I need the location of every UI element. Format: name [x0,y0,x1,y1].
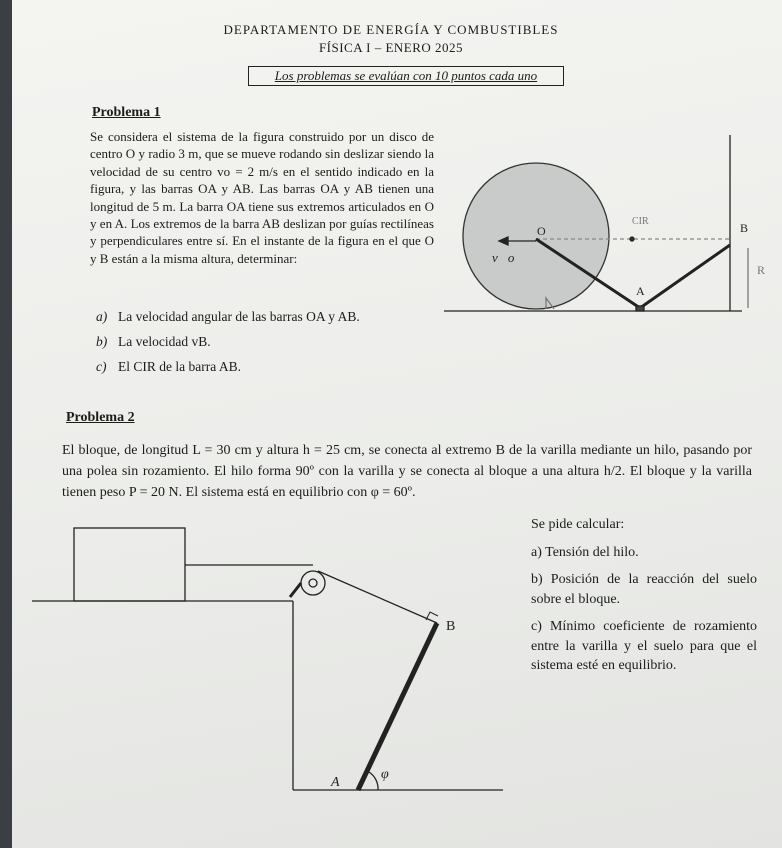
problem2-ask: Se pide calcular: [531,517,625,532]
pulley-support [290,583,301,597]
figure-problem2 [32,528,503,790]
label-A1: A [636,284,645,298]
item-text: La velocidad vB. [118,334,211,349]
pulley [301,571,325,595]
item-label: a) [96,309,108,324]
problem2-statement: El bloque, de longitud L = 30 cm y altura h = 25 cm, se conecta al extremo B de la varilla mediante un hilo, pasando por una polea sin rozamiento. El hilo forma 90º con la varilla y se conecta al bloque a una altura h/2. El bloque y la varilla tienen peso P = 20 N. El sistema está en equilibrio con φ = 60º. [62,443,752,500]
disc [463,163,609,309]
figure-problem1 [444,135,748,311]
label-B2: B [446,619,456,634]
problem2-item-c: c) Mínimo coeficiente de rozamiento entre la varilla y el suelo para que el sistema esté en equilibrio. [531,619,757,673]
phi-arc [369,772,378,790]
item-label: b) [96,334,108,349]
item-text: El CIR de la barra AB. [118,359,241,374]
problem1-statement: Se considera el sistema de la figura construido por un disco de centro O y radio 3 m, que se mueve rodando sin deslizar siendo la velocidad de su centro vo = 2 m/s en el sentido indicado en la figura, y las barras OA y AB. Las barras OA y AB tienen una longitud de 5 m. La barra OA tiene sus extremos articulados en O y en A. Los extremos de la barra AB deslizan por guías rectilíneas y perpendiculares entre sí. En el instante de la figura en el que O y B están a la misma altura, determinar: [90,129,434,266]
handwritten-R: R [757,263,766,277]
item-label: c) [96,359,107,374]
handwritten-cir: CIR [632,216,649,227]
problem2-item-a: a) Tensión del hilo. [531,544,639,560]
pulley-axle [309,579,317,587]
block [74,528,185,601]
label-A2: A [331,775,340,790]
label-B1: B [740,221,749,235]
problem2-title: Problema 2 [66,410,135,425]
problem1-title: Problema 1 [92,105,161,120]
cir-point [630,237,634,241]
grading-notice-text: Los problemas se evalúan con 10 puntos cada uno [274,68,538,83]
problem2-item-b: b) Posición de la reacción del suelo sobre el bloque. [531,572,757,607]
string-to-B [318,571,437,623]
item-text: La velocidad angular de las barras OA y AB. [118,309,360,324]
department-heading: DEPARTAMENTO DE ENERGÍA Y COMBUSTIBLES [223,22,559,37]
label-vo: v⃗o [492,250,515,265]
rod-AB [358,623,437,790]
bar-AB [640,245,730,308]
course-heading: FÍSICA I – ENERO 2025 [318,40,464,55]
slider-A [636,306,644,311]
label-O: O [537,224,546,238]
label-phi: φ [381,767,389,782]
